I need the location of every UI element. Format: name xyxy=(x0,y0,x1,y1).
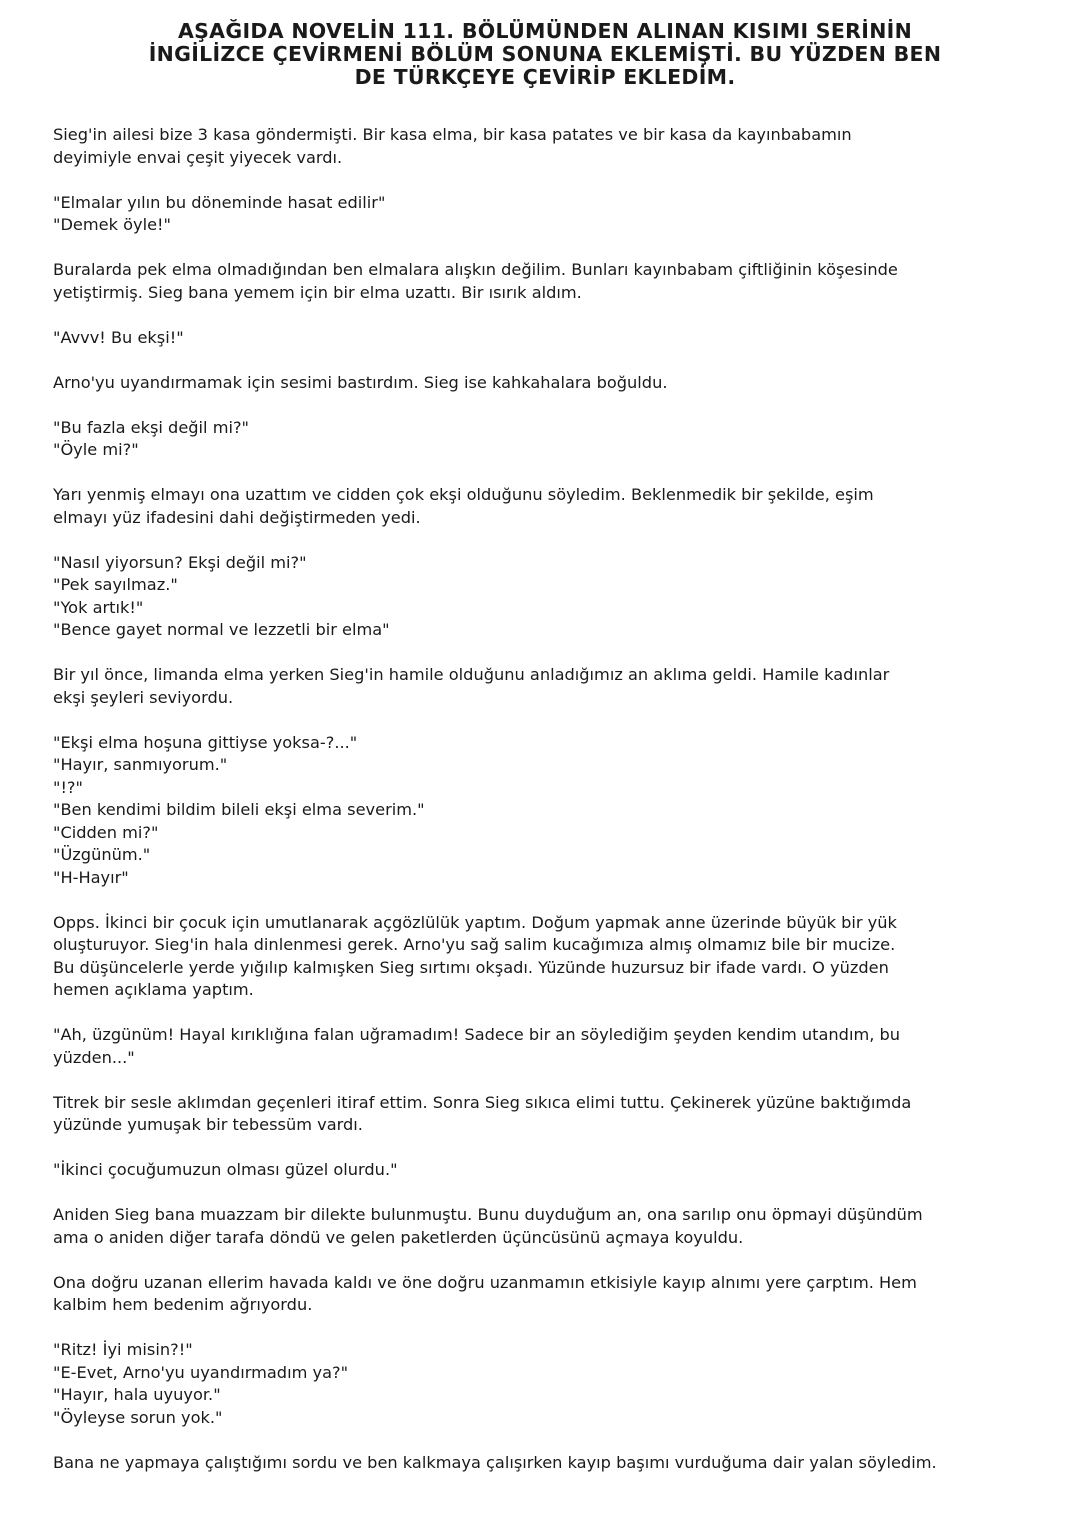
text-line: hemen açıklama yaptım. xyxy=(53,980,254,999)
paragraph xyxy=(53,1452,1043,1475)
paragraph xyxy=(53,1204,1043,1249)
paragraph xyxy=(53,1092,1043,1137)
paragraph xyxy=(53,1339,1043,1429)
text-line: ekşi şeyleri seviyordu. xyxy=(53,687,234,707)
text-line: "Cidden mi?" xyxy=(53,822,159,842)
text-line: Bu düşüncelerle yerde yığılıp kalmışken Sieg sırtımı okşadı. Yüzünde huzursuz bir ifade vardı. O yüzden xyxy=(53,957,889,977)
text-line: "Öyleyse sorun yok." xyxy=(53,1407,223,1427)
paragraph xyxy=(53,1272,1043,1317)
text-line: "Elmalar yılın bu döneminde hasat edilir" xyxy=(53,192,386,212)
text-line: Ona doğru uzanan ellerim havada kaldı ve öne doğru uzanmamın etkisiyle kayıp alnımı yere çarptım. Hem xyxy=(53,1272,917,1292)
text-line: "Üzgünüm." xyxy=(53,845,151,864)
text-line: "H-Hayır" xyxy=(53,867,129,887)
text-line: "Demek öyle!" xyxy=(53,215,171,234)
text-line: "Nasıl yiyorsun? Ekşi değil mi?" xyxy=(53,552,307,572)
text-line: "Yok artık!" xyxy=(53,597,144,617)
story-body xyxy=(53,124,1043,1497)
text-line: "Bu fazla ekşi değil mi?" xyxy=(53,417,249,437)
text-line: oluşturuyor. Sieg'in hala dinlenmesi gerek. Arno'yu sağ salim kucağımıza almış olmamız bile bir mucize. xyxy=(53,935,896,954)
paragraph xyxy=(53,484,1043,529)
paragraph xyxy=(53,732,1043,890)
text-line: kalbim hem bedenim ağrıyordu. xyxy=(53,1295,313,1314)
paragraph xyxy=(53,1159,1043,1182)
text-line: yetiştirmiş. Sieg bana yemem için bir elma uzattı. Bir ısırık aldım. xyxy=(53,282,582,302)
paragraph xyxy=(53,259,1043,304)
paragraph xyxy=(53,192,1043,237)
text-line: Titrek bir sesle aklımdan geçenleri itiraf ettim. Sonra Sieg sıkıca elimi tuttu. Çekinerek yüzüne baktığımda xyxy=(53,1092,912,1112)
text-line: Bana ne yapmaya çalıştığımı sordu ve ben kalkmaya çalışırken kayıp başımı vurduğuma dair yalan söyledim. xyxy=(53,1452,937,1472)
text-line: Opps. İkinci bir çocuk için umutlanarak açgözlülük yaptım. Doğum yapmak anne üzerinde büyük bir yük xyxy=(53,912,897,932)
text-line: "Hayır, hala uyuyor." xyxy=(53,1385,221,1404)
page-title xyxy=(140,20,950,89)
text-line: "Hayır, sanmıyorum." xyxy=(53,755,228,774)
text-line: "Ben kendimi bildim bileli ekşi elma severim." xyxy=(53,800,425,819)
title-line: AŞAĞIDA NOVELİN 111. BÖLÜMÜNDEN ALINAN KISIMI SERİNİN xyxy=(177,19,913,43)
text-line: "Bence gayet normal ve lezzetli bir elma" xyxy=(53,620,390,639)
text-line: "E-Evet, Arno'yu uyandırmadım ya?" xyxy=(53,1362,349,1382)
text-line: yüzünde yumuşak bir tebessüm vardı. xyxy=(53,1115,363,1134)
text-line: Arno'yu uyandırmamak için sesimi bastırdım. Sieg ise kahkahalara boğuldu. xyxy=(53,372,668,392)
text-line: "Pek sayılmaz." xyxy=(53,575,178,594)
text-line: ama o aniden diğer tarafa döndü ve gelen paketlerden üçüncüsünü açmaya koyuldu. xyxy=(53,1227,744,1247)
paragraph xyxy=(53,912,1043,1002)
paragraph xyxy=(53,664,1043,709)
text-line: "Avvv! Bu ekşi!" xyxy=(53,327,184,347)
text-line: "Ritz! İyi misin?!" xyxy=(53,1340,193,1359)
text-line: Yarı yenmiş elmayı ona uzattım ve cidden çok ekşi olduğunu söyledim. Beklenmedik bir şekilde, eşim xyxy=(53,485,874,504)
text-line: elmayı yüz ifadesini dahi değiştirmeden yedi. xyxy=(53,507,421,527)
paragraph xyxy=(53,417,1043,462)
paragraph xyxy=(53,1024,1043,1069)
text-line: "İkinci çocuğumuzun olması güzel olurdu." xyxy=(53,1160,398,1179)
text-line: "Ah, üzgünüm! Hayal kırıklığına falan uğramadım! Sadece bir an söylediğim şeyden kendim utandım, bu xyxy=(53,1025,901,1044)
paragraph xyxy=(53,327,1043,350)
text-line: Bir yıl önce, limanda elma yerken Sieg'in hamile olduğunu anladığımız an aklıma geldi. Hamile kadınlar xyxy=(53,665,890,684)
text-line: yüzden..." xyxy=(53,1047,135,1067)
text-line: "Öyle mi?" xyxy=(53,440,139,459)
text-line: Aniden Sieg bana muazzam bir dilekte bulunmuştu. Bunu duyduğum an, ona sarılıp onu öpmayi düşündüm xyxy=(53,1205,923,1224)
text-line: "Ekşi elma hoşuna gittiyse yoksa-?..." xyxy=(53,732,358,752)
title-line: İNGİLİZCE ÇEVİRMENİ BÖLÜM SONUNA EKLEMİŞTİ. BU YÜZDEN BEN xyxy=(148,42,942,66)
paragraph xyxy=(53,372,1043,395)
text-line: deyimiyle envai çeşit yiyecek vardı. xyxy=(53,147,343,167)
paragraph xyxy=(53,124,1043,169)
text-line: Sieg'in ailesi bize 3 kasa göndermişti. Bir kasa elma, bir kasa patates ve bir kasa da kayınbabamın xyxy=(53,125,852,144)
text-line: "!?" xyxy=(53,777,83,797)
paragraph xyxy=(53,552,1043,642)
text-line: Buralarda pek elma olmadığından ben elmalara alışkın değilim. Bunları kayınbabam çiftliğinin köşesinde xyxy=(53,260,898,279)
title-line: DE TÜRKÇEYE ÇEVİRİP EKLEDİM. xyxy=(354,65,736,89)
